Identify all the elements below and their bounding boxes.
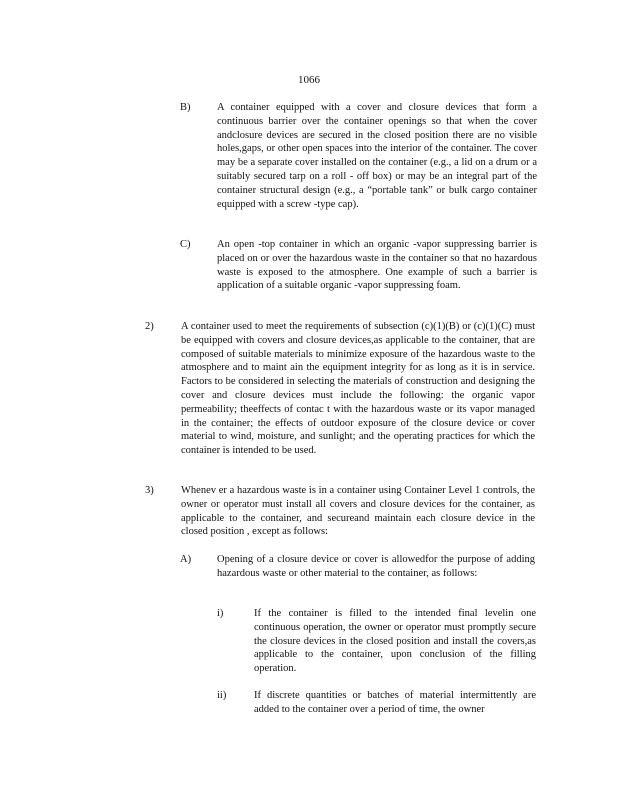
item-text-3: Whenev er a hazardous waste is in a container using Container Level 1 controls, the owner or operator must install all covers and closure devices for the container, as applicable to the container, and secureand maintain each closure device in the closed position , except as follows:: [181, 485, 535, 538]
item-text-2: A container used to meet the requirements of subsection (c)(1)(B) or (c)(1)(C) must be equipped with covers and closure devices,as applicable to the container, that are composed of suitable materials to minimize exposure of the hazardous waste to the atmosphere and to maint ain the equipment integrity for as long as it is in service. Factors to be considered in selecting the materials of construction and designing the cover and closure devices must include the following: the organic vapor permeability; theeffects of contac t with the hazardous waste or its vapor managed in the container; the effects of outdoor exposure of the closure device or cover material to wind, moisture, and sunlight; and the operating practices for which the container is intended to be used.: [181, 321, 535, 457]
item-label-3: 3): [145, 485, 154, 496]
item-text-i: If the container is filled to the intended final levelin one continuous operation, the owner or operator must promptly secure the closure devices in the closed position and install the covers,as applicable to the container, upon conclusion of the filling operation.: [254, 608, 536, 675]
item-label-ii: ii): [217, 690, 227, 701]
page-number: 1066: [298, 74, 320, 86]
item-text-c: An open -top container in which an organic -vapor suppressing barrier is placed on or over the hazardous waste in the container so that no hazardous waste is exposed to the atmosphere. One example of such a barrier is application of a suitable organic -vapor suppressing foam.: [217, 239, 537, 292]
item-label-i: i): [217, 608, 224, 619]
item-text-b: A container equipped with a cover and closure devices that form a continuous barrier over the container openings so that when the cover andclosure devices are secured in the closed position there are no visible holes,gaps, or other open spaces into the interior of the container. The cover may be a separate cover installed on the container (e.g., a lid on a drum or a suitably secured tarp on a roll - off box) or may be an integral part of the container structural design (e.g., a “portable tank” or bulk cargo container equipped with a screw -type cap).: [217, 102, 537, 210]
item-text-a: Opening of a closure device or cover is allowedfor the purpose of adding hazardous waste or other material to the container, as follows:: [217, 554, 535, 579]
item-label-a: A): [180, 554, 192, 565]
item-text-ii: If discrete quantities or batches of material intermittently are added to the container over a period of time, the owner: [254, 690, 536, 715]
item-label-b: B): [180, 102, 191, 113]
item-label-2: 2): [145, 321, 154, 332]
item-label-c: C): [180, 239, 191, 250]
